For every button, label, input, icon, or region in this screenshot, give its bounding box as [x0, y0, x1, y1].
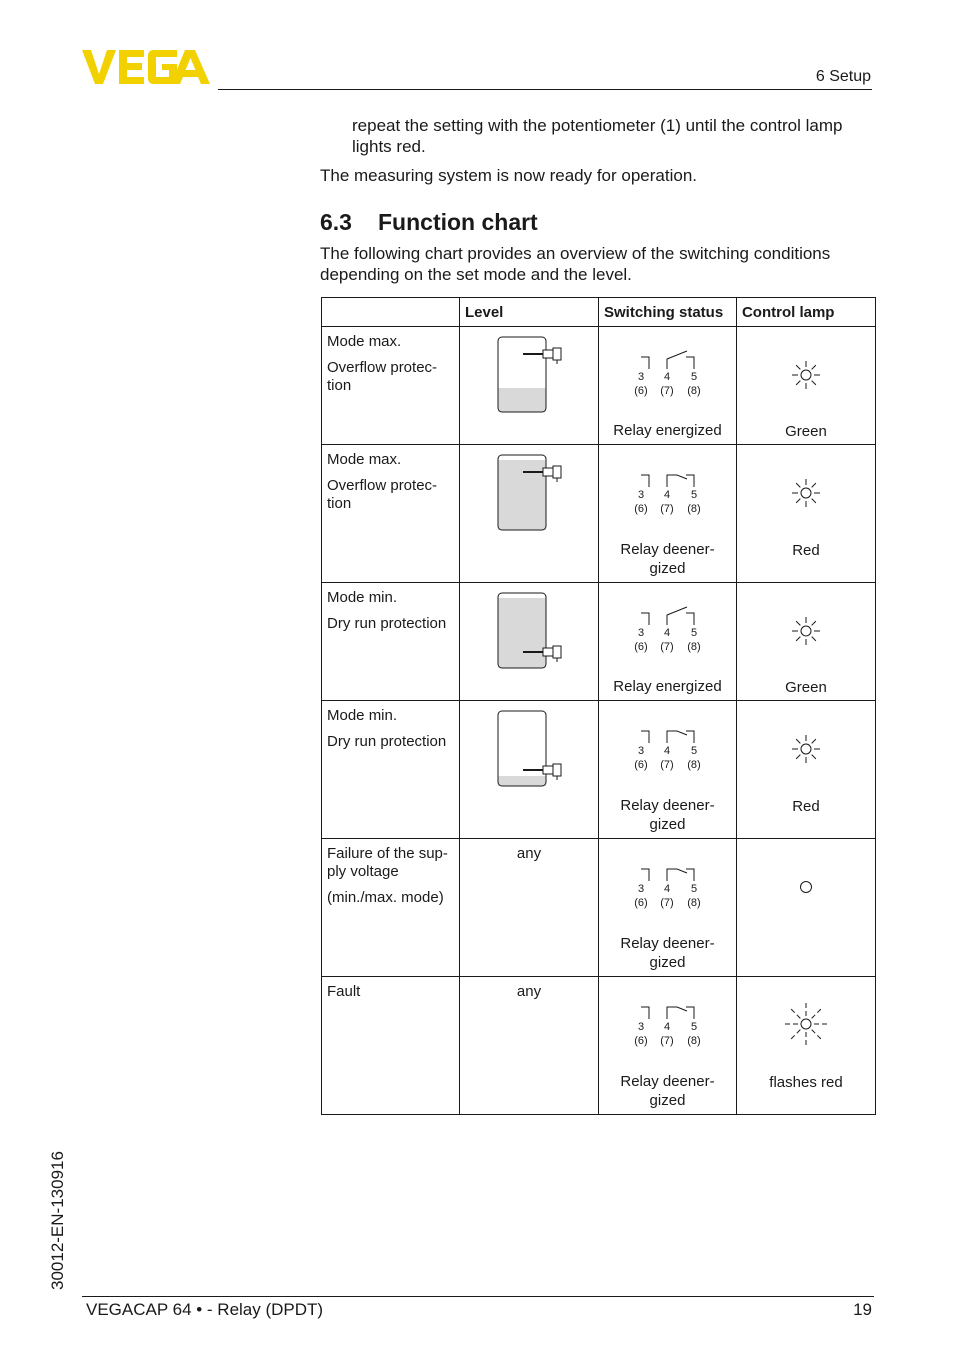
- table-header-row: [322, 298, 876, 327]
- terminal-number-alt: (6): [634, 503, 648, 515]
- mode-description: (min./max. mode): [327, 889, 444, 906]
- lamp-on-icon: [786, 729, 826, 769]
- mode-cell: [322, 583, 460, 701]
- lamp-on-icon: [786, 611, 826, 651]
- table-row: [322, 839, 876, 977]
- section-label: 6 Setup: [815, 68, 871, 85]
- level-cell: [459, 327, 598, 445]
- control-lamp-cell: [736, 445, 875, 583]
- liquid-level: [498, 388, 546, 412]
- lamp-on-icon: [786, 473, 826, 513]
- instruction-text: repeat the setting with the potentiometer (1) until the control lamp lights red.: [352, 116, 843, 156]
- header-level: Level: [459, 298, 598, 327]
- terminal-number-alt: (8): [687, 385, 701, 397]
- relay-status: Relay deener- gized: [620, 1073, 715, 1109]
- terminal-number: 4: [663, 745, 671, 757]
- terminal-number-alt: (6): [634, 1035, 648, 1047]
- page-number: 19: [853, 1300, 872, 1319]
- relay-contact-icon: [629, 467, 709, 517]
- terminal-number: 4: [663, 627, 671, 639]
- relay-status: Relay energized: [613, 422, 722, 439]
- terminal-number: 3: [637, 1021, 645, 1033]
- terminal-number: 4: [663, 371, 671, 383]
- terminal-number: 3: [637, 883, 645, 895]
- lamp-color: Red: [792, 798, 820, 815]
- terminal-number-alt: (7): [660, 503, 674, 515]
- terminal-number-alt: (8): [687, 641, 701, 653]
- mode-name: Mode max.: [327, 333, 402, 350]
- level-cell: [459, 701, 598, 839]
- intro-text: The following chart provides an overview of the switching conditions depending on the set mode and the level.: [320, 244, 831, 284]
- lamp-color: Green: [785, 679, 827, 696]
- level-any: any: [516, 845, 542, 862]
- terminal-number: 4: [663, 883, 671, 895]
- mode-description: Overflow protec- tion: [327, 477, 438, 512]
- mode-description: Dry run protection: [327, 615, 447, 632]
- mode-name: Mode min.: [327, 707, 398, 724]
- heading-title: Function chart: [378, 209, 538, 235]
- mode-name: Failure of the sup- ply voltage: [327, 845, 448, 880]
- terminal-number-alt: (6): [634, 759, 648, 771]
- terminal-number: 5: [690, 371, 698, 383]
- terminal-number-alt: (7): [660, 759, 674, 771]
- terminal-number-alt: (7): [660, 641, 674, 653]
- terminal-number: 5: [690, 1021, 698, 1033]
- relay-contact-icon: [629, 861, 709, 911]
- terminal-number-alt: (7): [660, 385, 674, 397]
- table-row: [322, 445, 876, 583]
- control-lamp-cell: [736, 977, 875, 1115]
- relay-contact-icon: [629, 349, 709, 399]
- mode-cell: [322, 327, 460, 445]
- mode-description: Dry run protection: [327, 733, 447, 750]
- terminal-number-alt: (8): [687, 897, 701, 909]
- relay-status: Relay deener- gized: [620, 935, 715, 971]
- terminal-number-alt: (8): [687, 1035, 701, 1047]
- table-row: [322, 583, 876, 701]
- switching-status-cell: [598, 445, 736, 583]
- control-lamp-cell: [736, 701, 875, 839]
- mode-name: Mode max.: [327, 451, 402, 468]
- terminal-number: 5: [690, 745, 698, 757]
- terminal-number-alt: (8): [687, 759, 701, 771]
- switching-status-cell: [598, 977, 736, 1115]
- sensor-probe: [523, 348, 561, 364]
- relay-contact-icon: [629, 999, 709, 1049]
- table-row: [322, 701, 876, 839]
- control-lamp-cell: [736, 327, 875, 445]
- header-rule: [218, 89, 872, 90]
- table-row: [322, 327, 876, 445]
- footer-product: VEGACAP 64 • - Relay (DPDT): [86, 1300, 324, 1319]
- ready-text: The measuring system is now ready for operation.: [320, 166, 698, 185]
- mode-cell: [322, 701, 460, 839]
- terminal-number: 4: [663, 489, 671, 501]
- terminal-number: 3: [637, 745, 645, 757]
- table-row: [322, 977, 876, 1115]
- vega-logo: [82, 50, 212, 84]
- tank-icon: [497, 592, 569, 670]
- lamp-color: Green: [785, 423, 827, 440]
- lamp-flashing-icon: [781, 999, 831, 1049]
- mode-name: Fault: [327, 983, 361, 1000]
- level-any: any: [516, 983, 542, 1000]
- terminal-number: 5: [690, 883, 698, 895]
- heading-number: 6.3: [320, 209, 352, 235]
- relay-contact-icon: [629, 605, 709, 655]
- mode-cell: [322, 839, 460, 977]
- terminal-number-alt: (7): [660, 897, 674, 909]
- level-cell: [459, 583, 598, 701]
- terminal-number: 5: [690, 627, 698, 639]
- lamp-color: Red: [792, 542, 820, 559]
- terminal-number: 3: [637, 627, 645, 639]
- terminal-number-alt: (6): [634, 385, 648, 397]
- lamp-off-icon: [786, 867, 826, 907]
- level-cell: [459, 977, 598, 1115]
- relay-status: Relay deener- gized: [620, 541, 715, 577]
- terminal-number-alt: (6): [634, 897, 648, 909]
- document-id: 30012-EN-130916: [48, 1151, 67, 1290]
- control-lamp-cell: [736, 839, 875, 977]
- relay-status: Relay deener- gized: [620, 797, 715, 833]
- mode-name: Mode min.: [327, 589, 398, 606]
- function-chart-table: [321, 297, 876, 1115]
- level-cell: [459, 839, 598, 977]
- liquid-level: [498, 598, 546, 668]
- terminal-number: 5: [690, 489, 698, 501]
- liquid-level: [498, 460, 546, 530]
- header-mode: [322, 298, 460, 327]
- terminal-number: 3: [637, 371, 645, 383]
- section-heading: [320, 209, 538, 236]
- header-switching-status: Switching status: [598, 298, 736, 327]
- level-cell: [459, 445, 598, 583]
- mode-cell: [322, 977, 460, 1115]
- terminal-number-alt: (6): [634, 641, 648, 653]
- relay-contact-icon: [629, 723, 709, 773]
- switching-status-cell: [598, 327, 736, 445]
- tank-icon: [497, 336, 569, 414]
- terminal-number-alt: (7): [660, 1035, 674, 1047]
- switching-status-cell: [598, 839, 736, 977]
- tank-icon: [497, 454, 569, 532]
- footer-rule: [82, 1296, 874, 1297]
- tank-icon: [497, 710, 569, 788]
- lamp-on-icon: [786, 355, 826, 395]
- mode-description: Overflow protec- tion: [327, 359, 438, 394]
- header-control-lamp: Control lamp: [736, 298, 875, 327]
- control-lamp-cell: [736, 583, 875, 701]
- switching-status-cell: [598, 583, 736, 701]
- mode-cell: [322, 445, 460, 583]
- liquid-level: [498, 776, 546, 786]
- lamp-color: flashes red: [769, 1074, 843, 1091]
- terminal-number: 3: [637, 489, 645, 501]
- relay-status: Relay energized: [613, 678, 722, 695]
- terminal-number: 4: [663, 1021, 671, 1033]
- switching-status-cell: [598, 701, 736, 839]
- terminal-number-alt: (8): [687, 503, 701, 515]
